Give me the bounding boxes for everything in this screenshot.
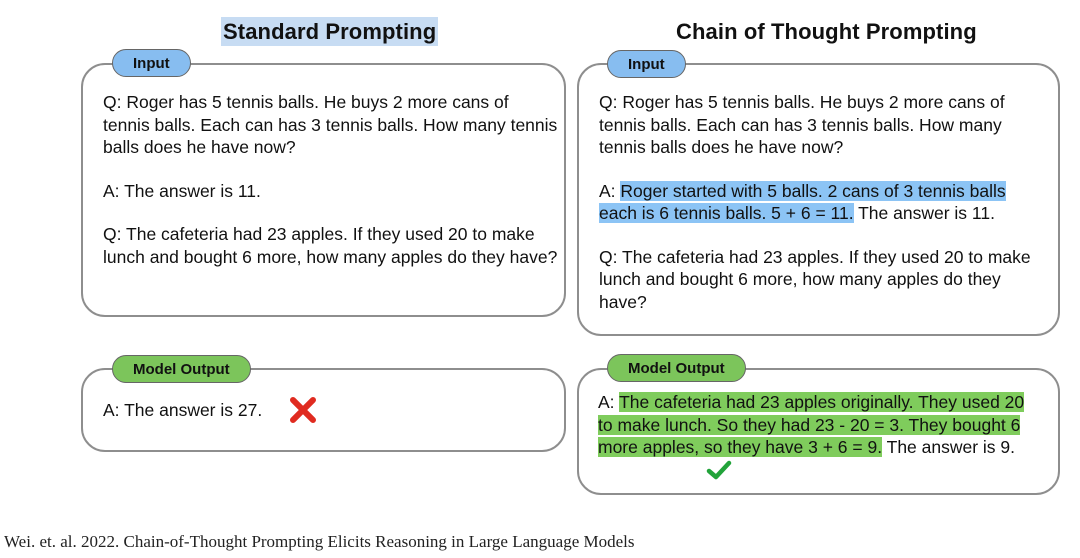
- standard-a1: A: The answer is 11.: [103, 180, 261, 201]
- check-mark-icon: [706, 459, 732, 481]
- cot-a1-answer: The answer is 11.: [853, 203, 995, 223]
- standard-output-tag: Model Output: [112, 355, 251, 383]
- cot-a1: [599, 180, 1044, 225]
- cot-output-text: [598, 391, 1043, 459]
- standard-input-text: [103, 91, 558, 268]
- cot-output-prefix: A:: [598, 392, 620, 412]
- cot-q1: Q: Roger has 5 tennis balls. He buys 2 more cans of tennis balls. Each can has 3 tennis balls. How many tennis balls does he have now?: [599, 92, 1005, 157]
- cot-output-tag: Model Output: [607, 354, 746, 382]
- standard-q1: Q: Roger has 5 tennis balls. He buys 2 more cans of tennis balls. Each can has 3 tennis balls. How many tennis balls does he have now?: [103, 92, 558, 157]
- cot-input-tag: Input: [607, 50, 686, 78]
- standard-output-answer: A: The answer is 27.: [103, 400, 263, 420]
- standard-prompting-title: Standard Prompting: [223, 19, 437, 44]
- standard-input-tag: Input: [112, 49, 191, 77]
- cross-mark-icon: [288, 395, 318, 425]
- citation: Wei. et. al. 2022. Chain-of-Thought Prompting Elicits Reasoning in Large Language Models: [4, 532, 635, 551]
- cot-output-reasoning-highlight: The cafeteria had 23 apples originally. They used 20 to make lunch. So they had 23 - 20 = 3. They bought 6 more apples, so they have 3 + 6 = 9.: [598, 392, 1025, 457]
- cot-output-answer: The answer is 9.: [882, 437, 1016, 457]
- cot-q2: Q: The cafeteria had 23 apples. If they used 20 to make lunch and bought 6 more, how many apples do they have?: [599, 246, 1031, 312]
- cot-a1-prefix: A:: [599, 180, 621, 201]
- cot-a1-reasoning-highlight: Roger started with 5 balls. 2 cans of 3 tennis balls each is 6 tennis balls. 5 + 6 = 11.: [599, 180, 1006, 223]
- standard-q2: Q: The cafeteria had 23 apples. If they used 20 to make lunch and bought 6 more, how many apples do they have?: [103, 224, 558, 267]
- cot-input-text: [599, 91, 1044, 313]
- cot-prompting-title: Chain of Thought Prompting: [676, 19, 977, 44]
